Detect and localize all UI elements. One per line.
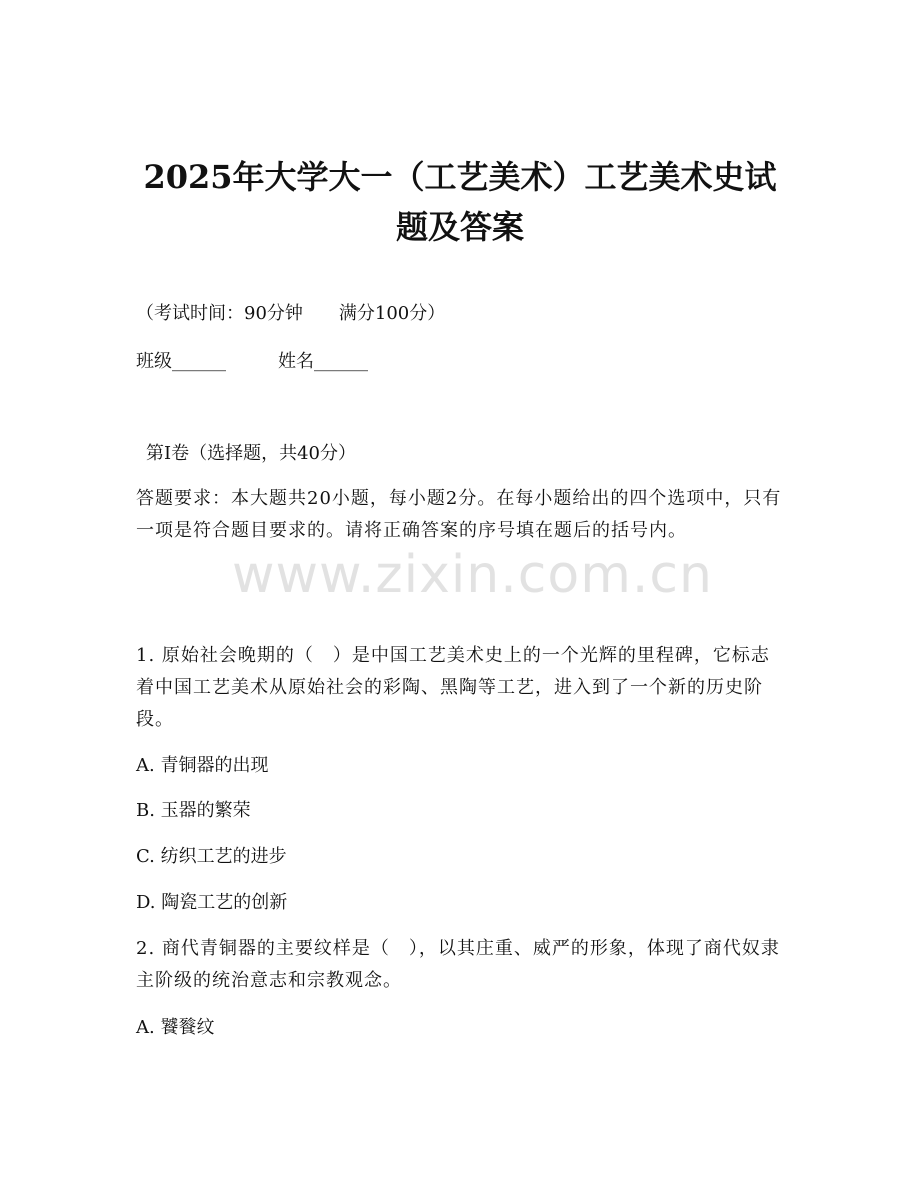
title-line-2: 题及答案 <box>395 208 524 246</box>
document-title <box>120 152 800 252</box>
class-field: 班级______ <box>136 351 226 372</box>
instructions: 答题要求：本大题共20小题，每小题2分。在每小题给出的四个选项中，只有一项是符合题目要求的。请将正确答案的序号填在题后的括号内。 <box>136 488 782 541</box>
question-1-stem: 1. 原始社会晚期的（ ）是中国工艺美术史上的一个光辉的里程碑，它标志着中国工艺美术从原始社会的彩陶、黑陶等工艺，进入到了一个新的历史阶段。 <box>136 645 770 730</box>
question-2-stem: 2. 商代青铜器的主要纹样是（ ），以其庄重、威严的形象，体现了商代奴隶主阶级的统治意志和宗教观念。 <box>136 938 780 991</box>
question-1-option-a: A. 青铜器的出现 <box>136 755 269 776</box>
question-2-option-a: A. 饕餮纹 <box>136 1017 215 1038</box>
question-1-option-c: C. 纺织工艺的进步 <box>136 846 287 867</box>
student-fields <box>136 348 368 376</box>
question-1-option-b: B. 玉器的繁荣 <box>136 800 251 821</box>
watermark: www.zixin.com.cn <box>232 545 713 605</box>
title-line-1: 2025年大学大一（工艺美术）工艺美术史试 <box>143 158 777 196</box>
name-field: 姓名______ <box>278 351 368 372</box>
section-heading: 第I卷（选择题，共40分） <box>146 443 357 464</box>
exam-info: （考试时间：90分钟 满分100分） <box>136 303 446 324</box>
question-1-option-d: D. 陶瓷工艺的创新 <box>136 892 288 913</box>
